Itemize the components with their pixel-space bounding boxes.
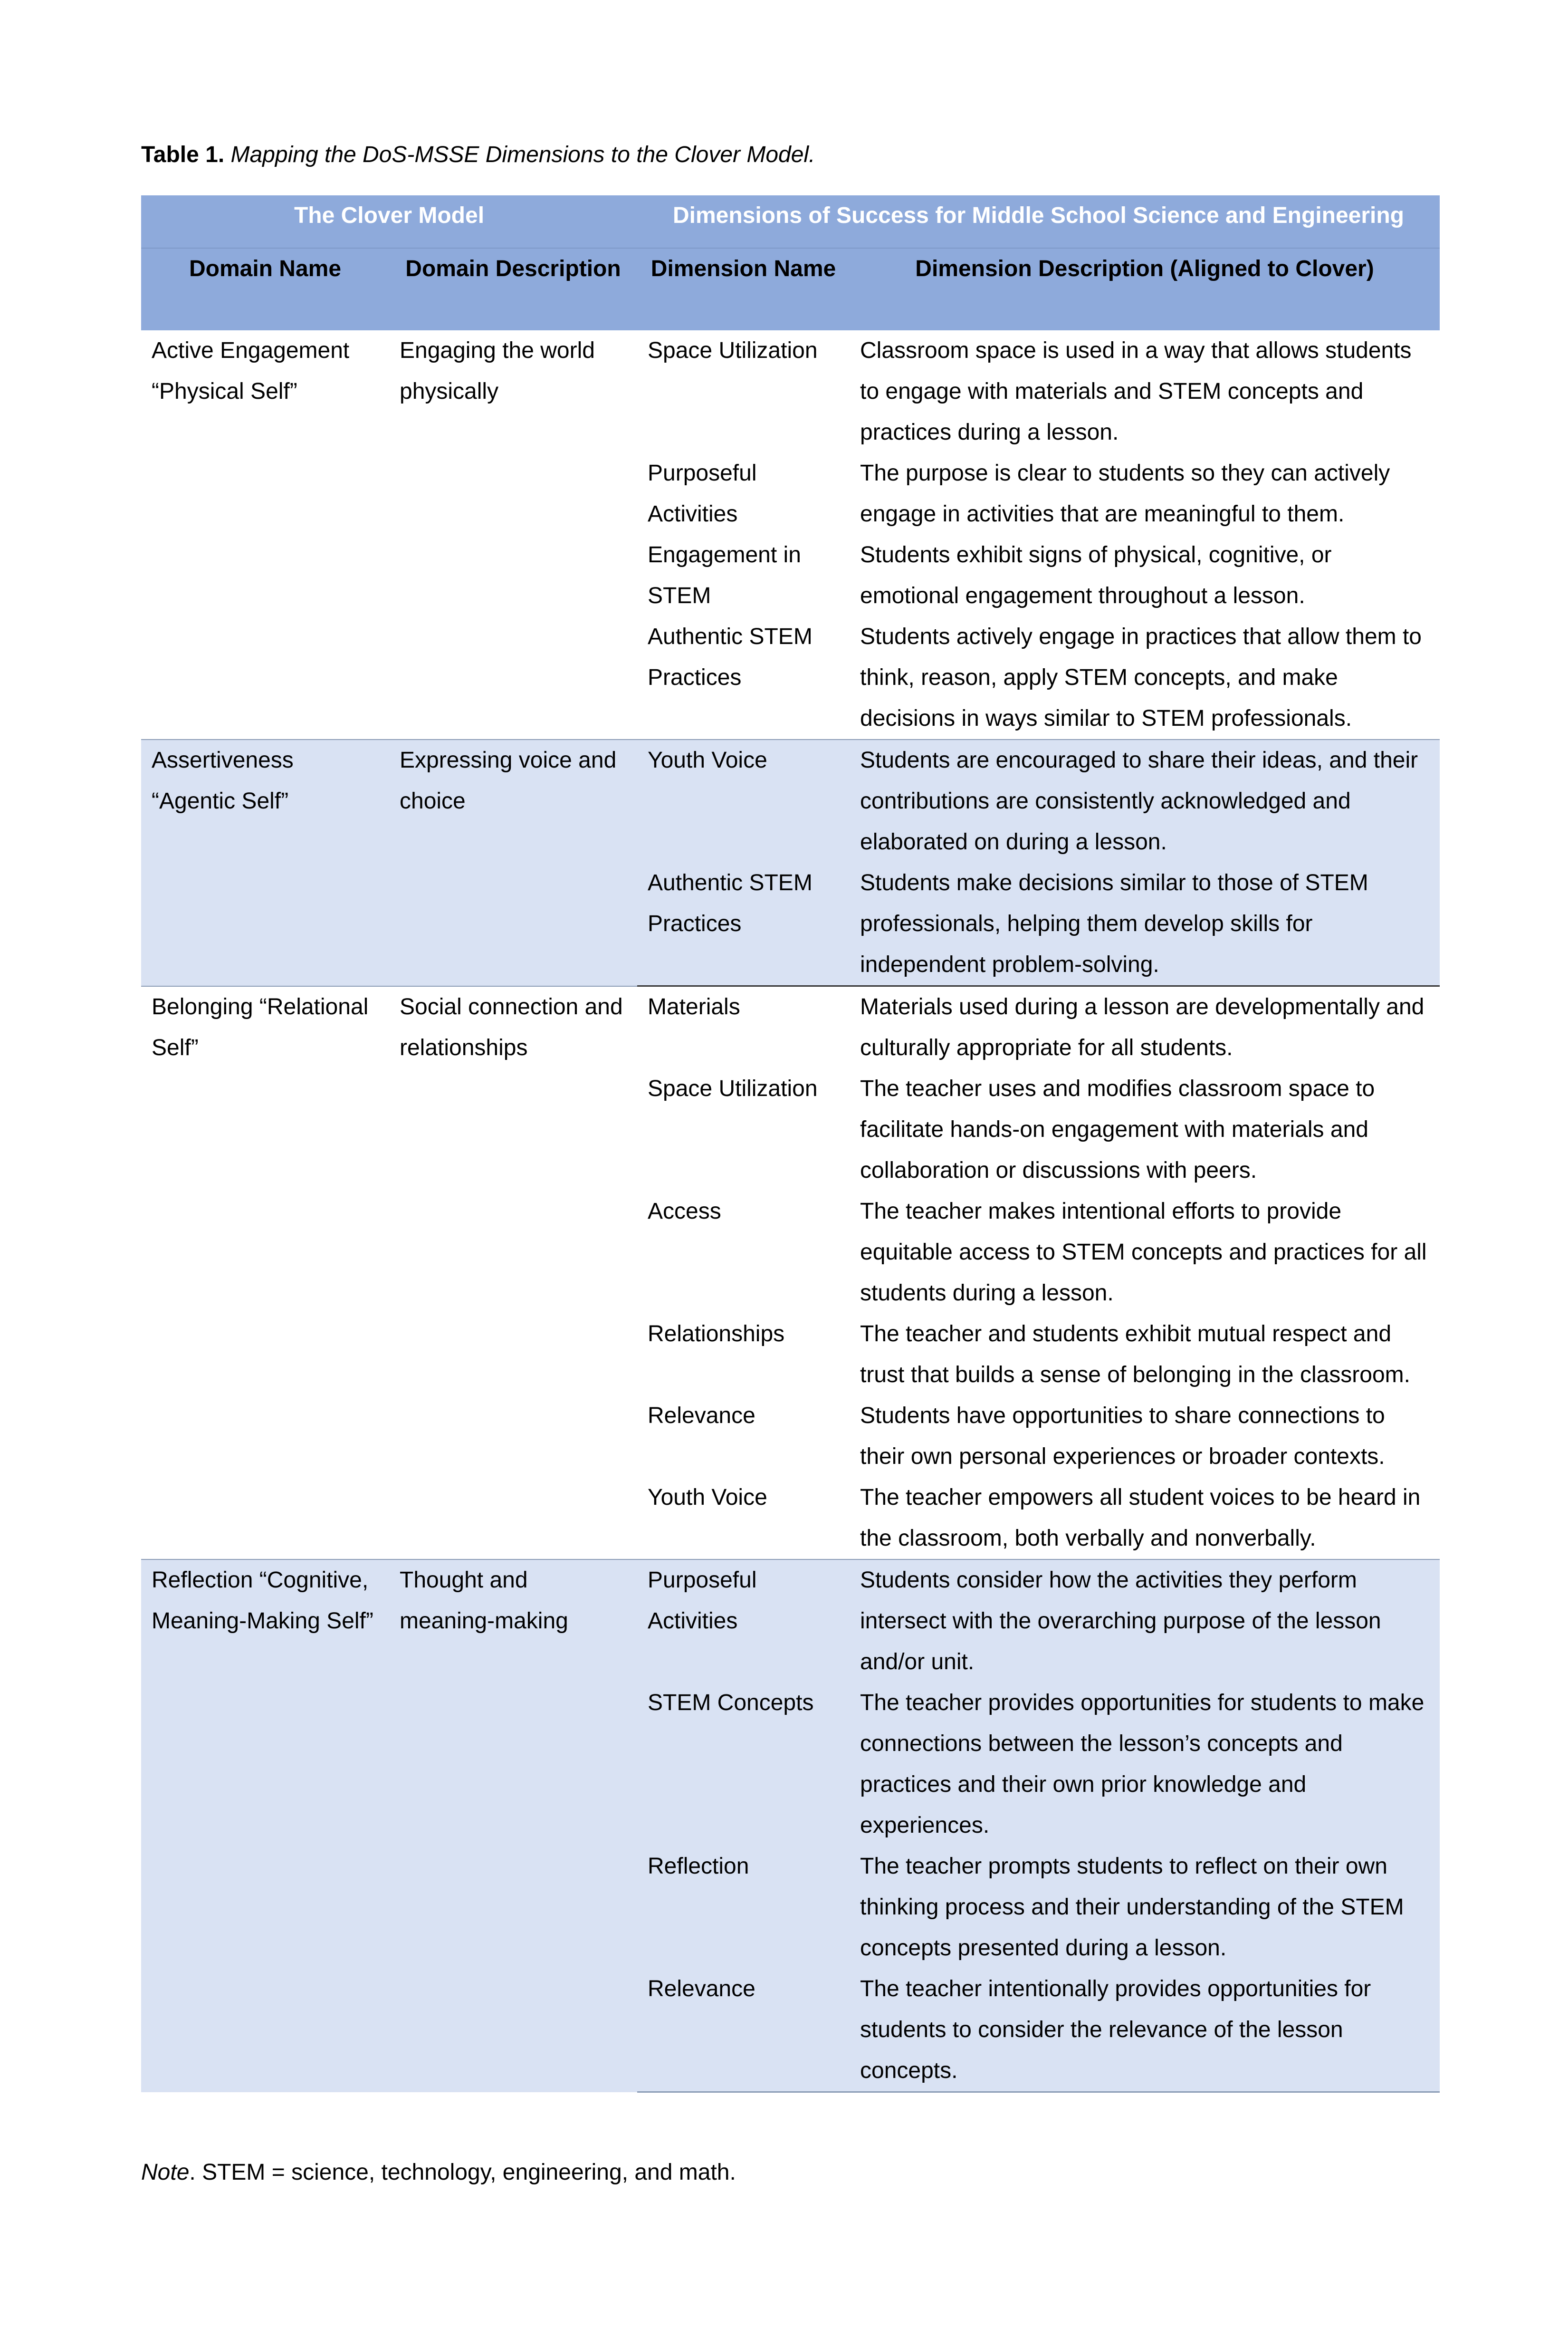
- dimension-name-cell: Authentic STEM Practices: [648, 624, 813, 690]
- col-dimension-name: Dimension Name: [637, 248, 850, 330]
- table-title: Mapping the DoS-MSSE Dimensions to the Clover Model.: [230, 142, 815, 167]
- dimension-name-cell: Authentic STEM Practices: [637, 863, 850, 986]
- table-row: [141, 330, 1440, 453]
- dimension-description-cell: Students make decisions similar to those of STEM professionals, helping them develop skills for independent problem-solving.: [850, 863, 1440, 986]
- col-domain-name: Domain Name: [141, 248, 389, 330]
- table-row: [141, 1559, 1440, 1683]
- domain-description-cell: Social connection and relationships: [389, 986, 637, 1560]
- clover-mapping-table: [141, 195, 1440, 2093]
- dimension-name-cell: Access: [648, 1199, 721, 1224]
- domain-name-cell: Active Engagement “Physical Self”: [152, 338, 350, 404]
- dimension-name-cell: Relevance: [648, 1403, 755, 1428]
- dimension-name-cell: Space Utilization: [648, 1076, 818, 1101]
- dimension-description-cell: Students have opportunities to share connections to their own personal experiences or broader contexts.: [860, 1403, 1385, 1469]
- dimension-description-cell: The teacher makes intentional efforts to provide equitable access to STEM concepts and practices for all students during a lesson.: [860, 1199, 1427, 1306]
- dimension-description-cell: Students exhibit signs of physical, cognitive, or emotional engagement throughout a lesson.: [860, 542, 1332, 608]
- domain-description-cell: Expressing voice and choice: [389, 740, 637, 986]
- table-number: Table 1.: [141, 142, 225, 167]
- dimension-description-cell: The teacher empowers all student voices to be heard in the classroom, both verbally and nonverbally.: [860, 1485, 1421, 1551]
- dimension-name-cell: Reflection: [637, 1846, 850, 1969]
- dimension-name-cell: Relationships: [648, 1321, 785, 1346]
- table-row: [141, 740, 1440, 863]
- dimension-name-cell: STEM Concepts: [637, 1683, 850, 1846]
- dimension-description-cell: The teacher uses and modifies classroom space to facilitate hands-on engagement with materials and collaboration or discussions with peers.: [860, 1076, 1375, 1183]
- dimension-description-cell: The teacher and students exhibit mutual respect and trust that builds a sense of belonging in the classroom.: [860, 1321, 1410, 1387]
- group-header-row: [141, 195, 1440, 248]
- note-label: Note: [141, 2160, 190, 2185]
- dimension-name-cell: Youth Voice: [637, 740, 850, 863]
- dimension-name-cell: Relevance: [637, 1969, 850, 2092]
- col-dimension-description: Dimension Description (Aligned to Clover): [850, 248, 1440, 330]
- dimension-description-cell: The teacher prompts students to reflect on their own thinking process and their understanding of the STEM concepts presented during a lesson.: [850, 1846, 1440, 1969]
- dimension-description-cell: The purpose is clear to students so they can actively engage in activities that are meaningful to them.: [860, 461, 1390, 527]
- dimension-name-cell: Materials: [637, 986, 850, 1069]
- dimension-description-cell: The teacher provides opportunities for students to make connections between the lesson’s concepts and practices and their own prior knowledge and experiences.: [850, 1683, 1440, 1846]
- column-header-row: [141, 248, 1440, 330]
- domain-name-cell: Reflection “Cognitive, Meaning-Making Self”: [141, 1559, 389, 2092]
- domain-description-cell: Thought and meaning-making: [389, 1559, 637, 2092]
- dimension-description-cell: Students consider how the activities they perform intersect with the overarching purpose of the lesson and/or unit.: [850, 1559, 1440, 1683]
- table-row: [141, 986, 1440, 1069]
- dimension-description-cell: The teacher intentionally provides opportunities for students to consider the relevance of the lesson concepts.: [850, 1969, 1440, 2092]
- domain-name-cell: Assertiveness “Agentic Self”: [141, 740, 389, 986]
- table-caption: [141, 141, 815, 169]
- dos-header: Dimensions of Success for Middle School Science and Engineering: [637, 195, 1440, 248]
- dimension-name-cell: Purposeful Activities: [637, 1559, 850, 1683]
- clover-model-header: The Clover Model: [141, 195, 637, 248]
- dimension-name-cell: Purposeful Activities: [648, 461, 757, 527]
- domain-description-cell: Engaging the world physically: [400, 338, 595, 404]
- table-note: [141, 2158, 736, 2187]
- dimension-name-cell: Engagement in STEM: [648, 542, 801, 608]
- dimension-name-cell: Youth Voice: [648, 1485, 767, 1510]
- dimension-description-cell: Students actively engage in practices that allow them to think, reason, apply STEM concepts, and make decisions in ways similar to STEM professionals.: [860, 624, 1422, 731]
- col-domain-description: Domain Description: [389, 248, 637, 330]
- dimension-description-cell: Students are encouraged to share their ideas, and their contributions are consistently acknowledged and elaborated on during a lesson.: [850, 740, 1440, 863]
- domain-name-cell: Belonging “Relational Self”: [141, 986, 389, 1560]
- dimension-name-cell: Space Utilization: [648, 338, 818, 363]
- dimension-description-cell: Materials used during a lesson are developmentally and culturally appropriate for all students.: [850, 986, 1440, 1069]
- note-text: . STEM = science, technology, engineering, and math.: [189, 2160, 736, 2185]
- dimension-description-cell: Classroom space is used in a way that allows students to engage with materials and STEM concepts and practices during a lesson.: [860, 338, 1412, 445]
